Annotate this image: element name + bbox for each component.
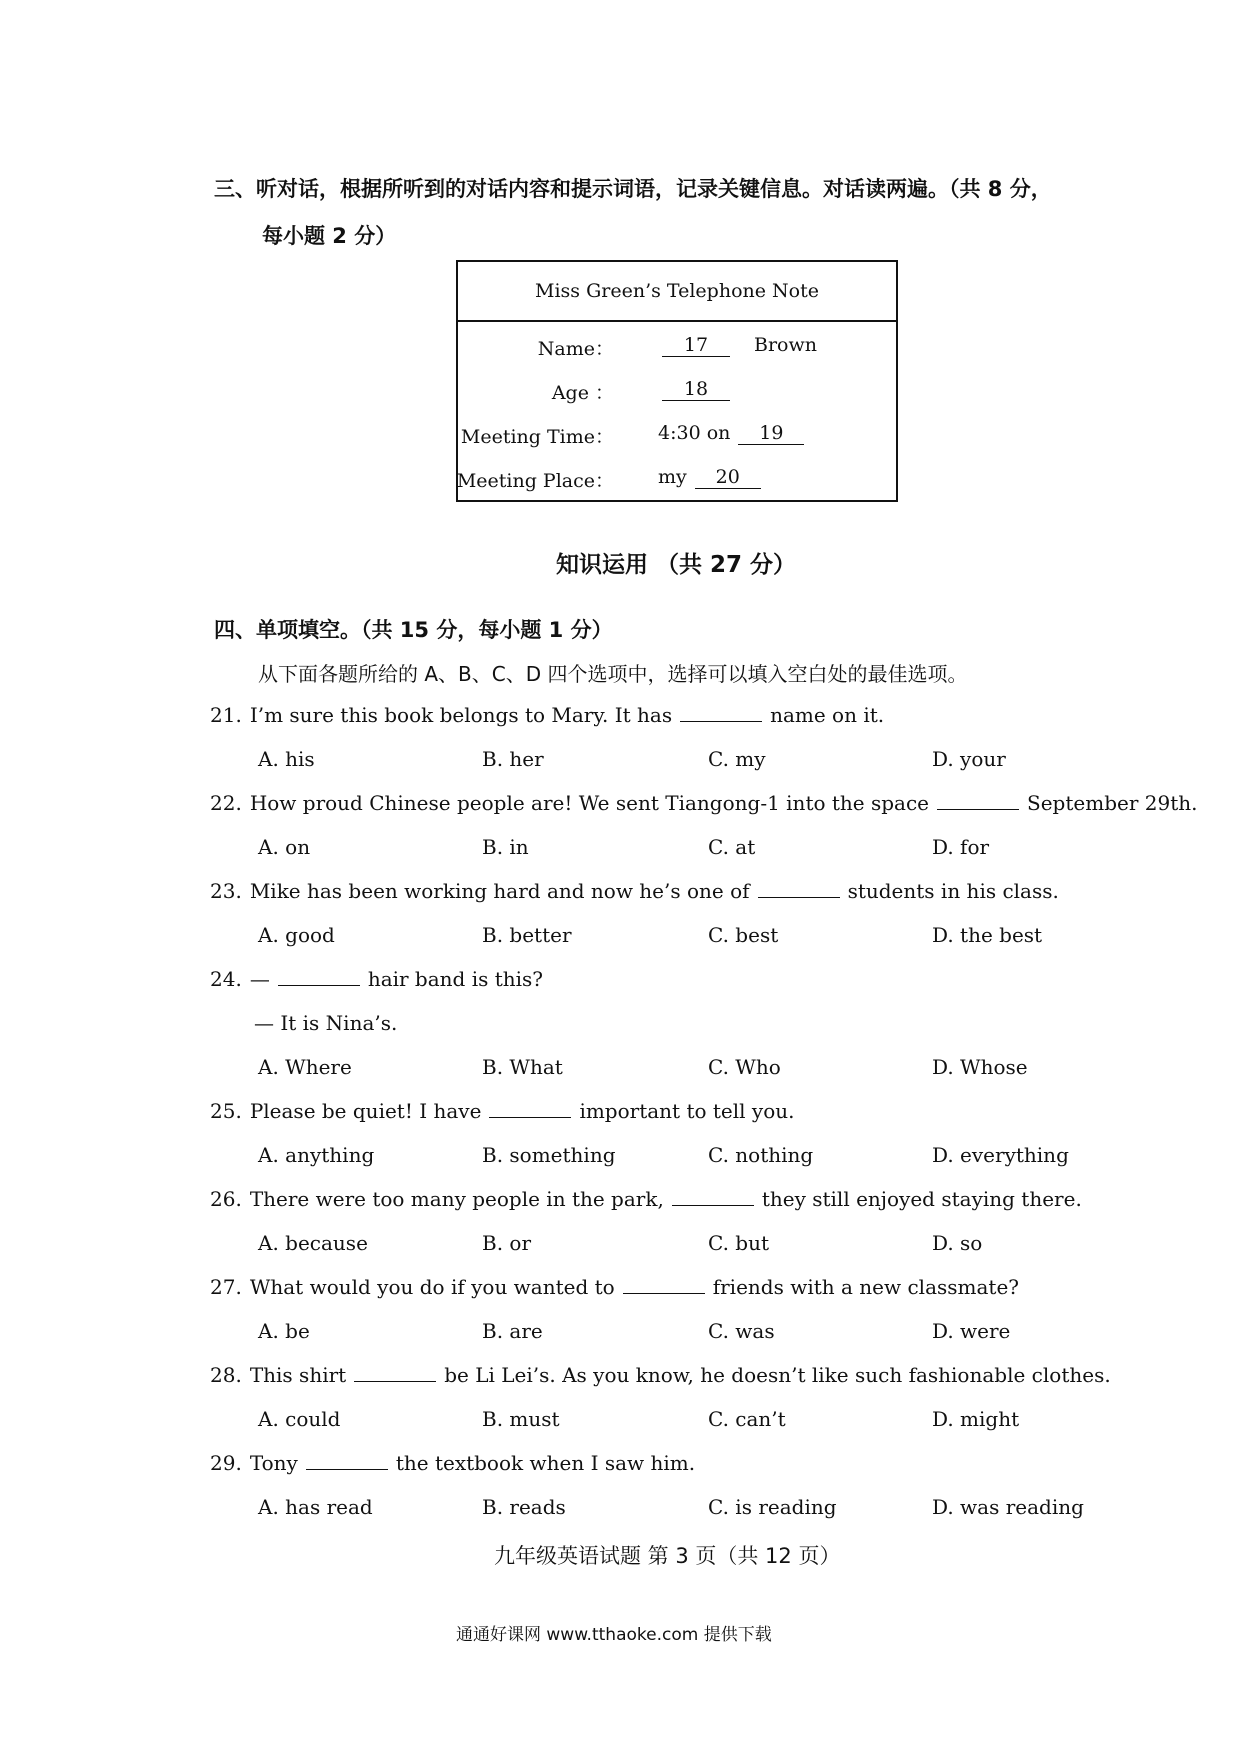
note-row-value [658,422,804,445]
section4-title: 四、单项填空。（共 15 分，每小题 1 分） [214,618,613,642]
option-c[interactable]: C. my [708,747,766,771]
option-a[interactable]: A. because [258,1231,368,1255]
answer-blank[interactable] [623,1292,705,1294]
question-stem [210,791,1197,815]
note-row-label: Age ： [551,382,614,404]
question-number: 25. [210,1099,242,1123]
question-text-before: Please be quiet! I have [249,1099,482,1123]
question-text-after: important to tell you. [579,1099,795,1123]
note-blank-number: 19 [738,422,804,445]
page-number-label: 九年级英语试题 第 3 页（共 12 页） [494,1544,841,1568]
option-c[interactable]: C. best [708,923,779,947]
note-row-prefix: my [658,466,687,488]
question-text-before: Mike has been working hard and now he’s one of [249,879,750,903]
question-number: 26. [210,1187,242,1211]
note-row [456,422,898,452]
answer-blank[interactable] [937,808,1019,810]
option-b[interactable]: B. What [482,1055,563,1079]
section3-title-line1: 三、听对话，根据所听到的对话内容和提示词语，记录关键信息。对话读两遍。（共 8 分， [214,177,1052,201]
option-d[interactable]: D. everything [932,1143,1069,1167]
question-text-after: they still enjoyed staying there. [761,1187,1082,1211]
question-stem [210,879,1059,903]
section4-instruction: 从下面各题所给的 A、B、C、D 四个选项中，选择可以填入空白处的最佳选项。 [258,662,968,686]
answer-blank[interactable] [489,1116,571,1118]
note-blank-number: 17 [662,334,730,357]
question-number: 27. [210,1275,242,1299]
option-a[interactable]: A. could [258,1407,341,1431]
download-notice: 通通好课网 www.tthaoke.com 提供下载 [456,1625,772,1645]
question-text-after: hair band is this? [367,967,544,991]
question-stem [210,1363,1111,1387]
note-row [456,466,898,496]
note-row-prefix: 4:30 on [658,422,731,444]
option-a[interactable]: A. has read [258,1495,373,1519]
answer-blank[interactable] [354,1380,436,1382]
answer-blank[interactable] [278,984,360,986]
option-a[interactable]: A. be [258,1319,310,1343]
option-b[interactable]: B. must [482,1407,560,1431]
section3-title-line2: 每小题 2 分） [262,224,397,248]
question-number: 21. [210,703,242,727]
option-d[interactable]: D. might [932,1407,1020,1431]
question-text-after: friends with a new classmate? [712,1275,1020,1299]
option-d[interactable]: D. your [932,747,1006,771]
option-a[interactable]: A. good [258,923,335,947]
option-d[interactable]: D. were [932,1319,1011,1343]
question-text-before: Tony [249,1451,298,1475]
part-title: 知识运用 （共 27 分） [556,552,797,578]
option-a[interactable]: A. anything [258,1143,375,1167]
question-text-before: How proud Chinese people are! We sent Tiangong-1 into the space [249,791,930,815]
option-d[interactable]: D. the best [932,923,1043,947]
question-stem [210,1099,794,1123]
question-text-after: students in his class. [847,879,1059,903]
note-row-value [662,334,817,357]
question-text-before: This shirt [249,1363,347,1387]
answer-blank[interactable] [758,896,840,898]
question-number: 24. [210,967,242,991]
question-text-after: September 29th. [1027,791,1198,815]
option-c[interactable]: C. but [708,1231,770,1255]
question-text-after: be Li Lei’s. As you know, he doesn’t like such fashionable clothes. [444,1363,1111,1387]
option-b[interactable]: B. are [482,1319,543,1343]
option-c[interactable]: C. was [708,1319,775,1343]
option-b[interactable]: B. her [482,747,544,771]
question-number: 29. [210,1451,242,1475]
option-a[interactable]: A. his [258,747,315,771]
answer-blank[interactable] [680,720,762,722]
option-d[interactable]: D. for [932,835,990,859]
option-b[interactable]: B. or [482,1231,532,1255]
option-d[interactable]: D. was reading [932,1495,1084,1519]
question-stem [210,967,543,991]
option-a[interactable]: A. on [258,835,311,859]
question-text-after: name on it. [770,703,885,727]
note-row-label: Name： [537,338,614,360]
answer-blank[interactable] [672,1204,754,1206]
question-reply: — It is Nina’s. [254,1011,398,1035]
option-b[interactable]: B. reads [482,1495,566,1519]
note-row-value [658,466,761,489]
option-c[interactable]: C. at [708,835,756,859]
option-c[interactable]: C. can’t [708,1407,786,1431]
note-blank-number: 20 [695,466,761,489]
note-row-label: Meeting Time： [460,426,614,448]
question-text-before: — [249,967,270,991]
option-a[interactable]: A. Where [258,1055,352,1079]
question-text-after: the textbook when I saw him. [395,1451,696,1475]
note-row-value [662,378,730,401]
option-c[interactable]: C. nothing [708,1143,814,1167]
question-stem [210,1451,695,1475]
question-text-before: I’m sure this book belongs to Mary. It has [249,703,673,727]
note-blank-number: 18 [662,378,730,401]
question-number: 23. [210,879,242,903]
option-b[interactable]: B. something [482,1143,616,1167]
option-b[interactable]: B. in [482,835,529,859]
note-row-label: Meeting Place： [456,470,614,492]
question-text-before: There were too many people in the park, [249,1187,664,1211]
answer-blank[interactable] [306,1468,388,1470]
note-row-suffix: Brown [754,334,817,356]
note-row [456,378,898,408]
option-b[interactable]: B. better [482,923,572,947]
question-text-before: What would you do if you wanted to [249,1275,615,1299]
question-stem [210,1187,1082,1211]
option-c[interactable]: C. Who [708,1055,781,1079]
option-c[interactable]: C. is reading [708,1495,837,1519]
note-row [456,334,898,364]
note-title: Miss Green’s Telephone Note [458,262,896,322]
option-d[interactable]: D. so [932,1231,983,1255]
question-number: 22. [210,791,242,815]
question-stem [210,703,884,727]
question-stem [210,1275,1019,1299]
option-d[interactable]: D. Whose [932,1055,1028,1079]
question-number: 28. [210,1363,242,1387]
